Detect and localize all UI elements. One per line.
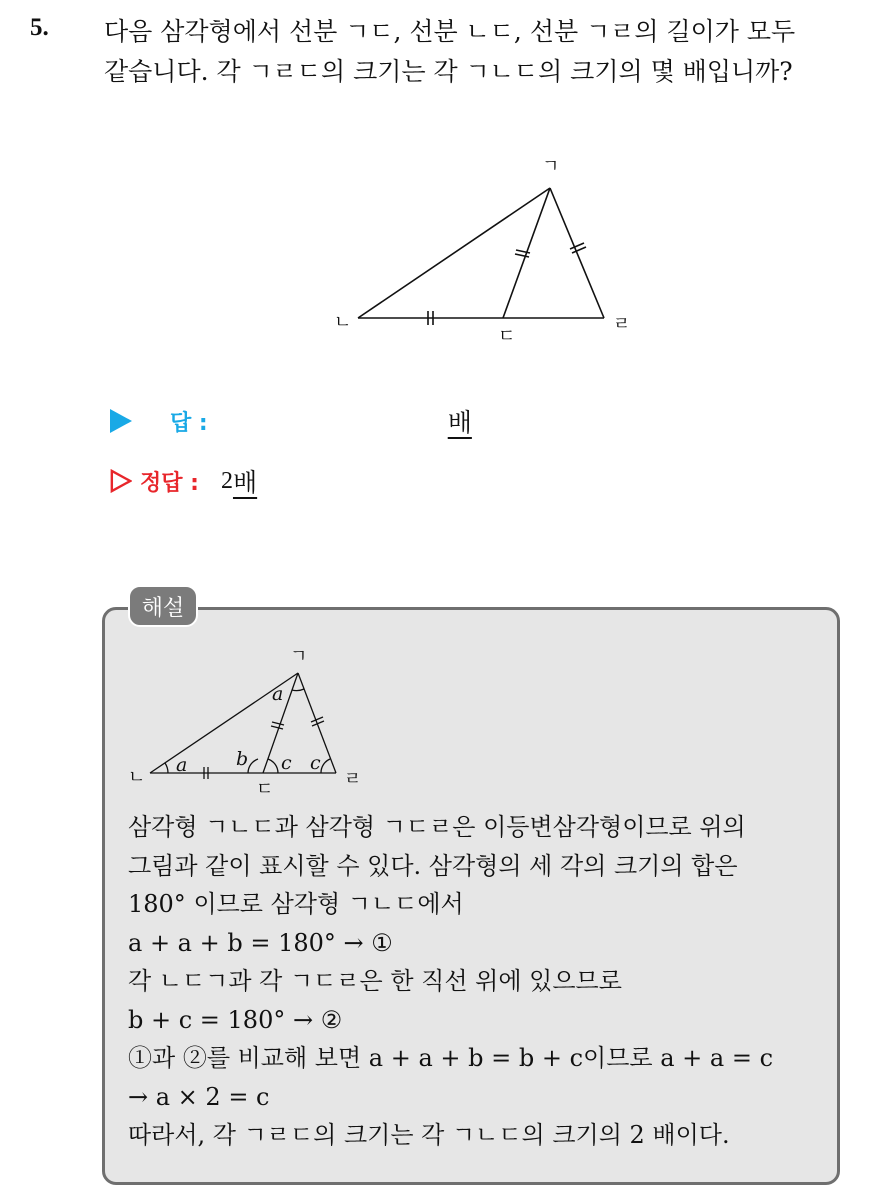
answer-label: 답 : — [170, 410, 208, 436]
correct-answer-unit: 배 — [232, 468, 258, 497]
explanation-line: b + c = 180° → ② — [128, 1005, 343, 1034]
explanation-text — [128, 808, 822, 1155]
correct-answer-value: 2 — [220, 467, 233, 494]
explanation-line: 그림과 같이 표시할 수 있다. 삼각형의 세 각의 크기의 합은 — [128, 851, 738, 880]
vertex-label-c: ㄷ — [256, 779, 274, 795]
triangle-figure — [320, 150, 650, 350]
explanation-line: ①과 ②를 비교해 보면 a + a + b = b + c이므로 a + a = c — [128, 1044, 774, 1072]
explanation-figure — [118, 645, 378, 795]
vertex-label-d: ㄹ — [344, 769, 362, 790]
explanation-line: → a × 2 = c — [128, 1082, 270, 1111]
question-line: 같습니다. 각 ㄱㄹㄷ의 크기는 각 ㄱㄴㄷ의 크기의 몇 배입니까? — [104, 57, 793, 86]
angle-label-a-left: a — [176, 754, 188, 776]
correct-answer-label: 정답 : — [140, 470, 199, 496]
explanation-line: 삼각형 ㄱㄴㄷ과 삼각형 ㄱㄷㄹ은 이등변삼각형이므로 위의 — [128, 813, 746, 841]
correct-answer-row — [110, 463, 257, 499]
answer-row — [110, 403, 472, 439]
explanation-line: 각 ㄴㄷㄱ과 각 ㄱㄷㄹ은 한 직선 위에 있으므로 — [128, 967, 622, 995]
play-outline-icon — [110, 469, 132, 493]
angle-label-c-right: c — [310, 752, 321, 774]
question-number: 5. — [30, 14, 49, 41]
vertex-label-c: ㄷ — [498, 326, 516, 347]
explanation-line: a + a + b = 180° → ① — [128, 928, 393, 957]
answer-blank[interactable]: 배 — [447, 408, 472, 437]
vertex-label-b: ㄴ — [334, 312, 352, 333]
vertex-label-a: ㄱ — [290, 646, 308, 667]
explanation-tab: 해설 — [128, 585, 198, 627]
angle-label-a-top: a — [272, 683, 284, 705]
vertex-label-a: ㄱ — [542, 156, 560, 177]
vertex-label-d: ㄹ — [613, 314, 631, 335]
angle-label-b: b — [236, 748, 249, 770]
angle-label-c-mid: c — [281, 752, 292, 774]
vertex-label-b: ㄴ — [128, 767, 146, 788]
explanation-line: 180° 이므로 삼각형 ㄱㄴㄷ에서 — [128, 890, 464, 918]
explanation-line: 따라서, 각 ㄱㄹㄷ의 크기는 각 ㄱㄴㄷ의 크기의 2 배이다. — [128, 1121, 730, 1149]
play-icon — [110, 409, 132, 433]
question-text — [104, 12, 864, 92]
question-line: 다음 삼각형에서 선분 ㄱㄷ, 선분 ㄴㄷ, 선분 ㄱㄹ의 길이가 모두 — [104, 17, 796, 46]
